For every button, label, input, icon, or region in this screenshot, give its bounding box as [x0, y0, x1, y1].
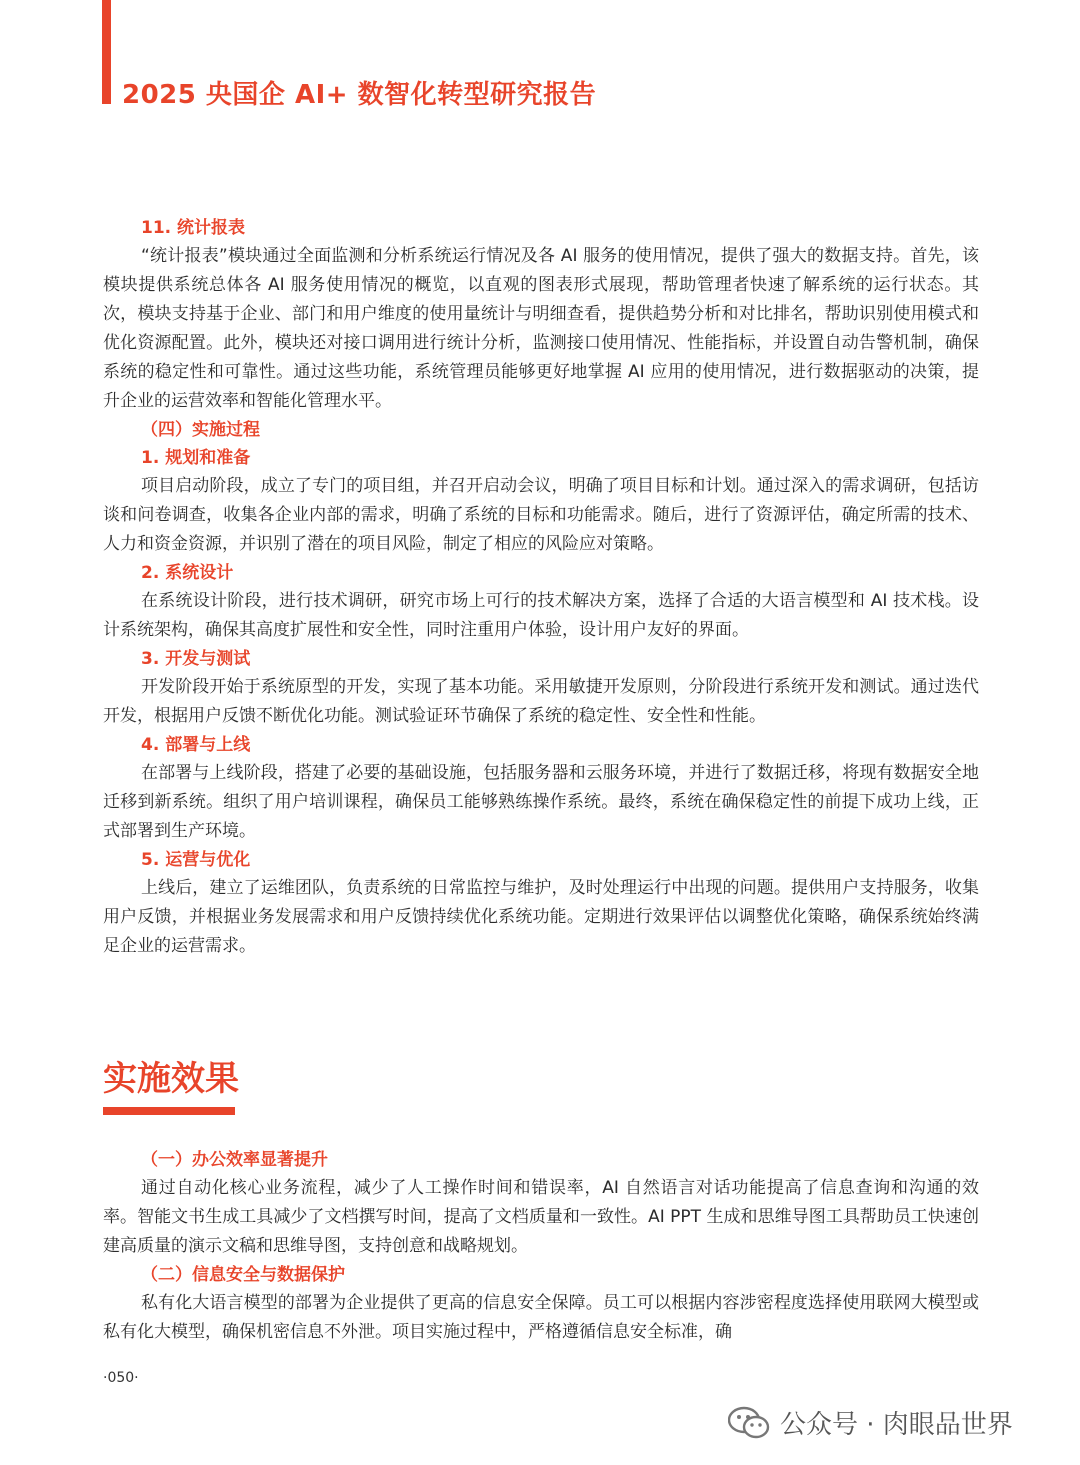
subheading-implementation-process: （四）实施过程: [141, 420, 260, 440]
paragraph-office-efficiency: 通过自动化核心业务流程，减少了人工操作时间和错误率，AI 自然语言对话功能提高了信息查询和沟通的效率。智能文书生成工具减少了文档撰写时间，提高了文档质量和一致性。AI PPT 生成和思维导图工具帮助员工快速创建高质量的演示文稿和思维导图，支持创意和战略规划。: [103, 1178, 979, 1256]
paragraph-operations: 上线后，建立了运维团队，负责系统的日常监控与维护，及时处理运行中出现的问题。提供用户支持服务，收集用户反馈，并根据业务发展需求和用户反馈持续优化系统功能。定期进行效果评估以调整优化策略，确保系统始终满足企业的运营需求。: [103, 878, 979, 956]
document-title: 2025 央国企 AI+ 数智化转型研究报告: [122, 80, 597, 110]
section-title: 实施效果: [103, 1059, 239, 1099]
subheading-deployment: 4. 部署与上线: [141, 735, 251, 755]
paragraph-system-design: 在系统设计阶段，进行技术调研，研究市场上可行的技术解决方案，选择了合适的大语言模型和 AI 技术栈。设计系统架构，确保其高度扩展性和安全性，同时注重用户体验，设计用户友好的界面。: [103, 591, 979, 640]
paragraph-planning: 项目启动阶段，成立了专门的项目组，并召开启动会议，明确了项目目标和计划。通过深入的需求调研，包括访谈和问卷调查，收集各企业内部的需求，明确了系统的目标和功能需求。随后，进行了资源评估，确定所需的技术、人力和资金资源，并识别了潜在的项目风险，制定了相应的风险应对策略。: [103, 476, 979, 554]
paragraph-deployment: 在部署与上线阶段，搭建了必要的基础设施，包括服务器和云服务环境，并进行了数据迁移，将现有数据安全地迁移到新系统。组织了用户培训课程，确保员工能够熟练操作系统。最终，系统在确保稳定性的前提下成功上线，正式部署到生产环境。: [103, 763, 979, 841]
content-block-1: [103, 214, 979, 961]
subheading-operations: 5. 运营与优化: [141, 850, 251, 870]
paragraph-information-security: 私有化大语言模型的部署为企业提供了更高的信息安全保障。员工可以根据内容涉密程度选择使用联网大模型或私有化大模型，确保机密信息不外泄。项目实施过程中，严格遵循信息安全标准，确: [103, 1293, 979, 1342]
section-header-effects: [103, 1057, 979, 1115]
subheading-statistics-report: 11. 统计报表: [141, 218, 246, 238]
content-block-2: [103, 1146, 979, 1347]
subheading-development-testing: 3. 开发与测试: [141, 649, 251, 669]
header-accent-bar: [102, 0, 111, 104]
page-number: ·050·: [103, 1370, 139, 1386]
watermark-text: 公众号 · 肉眼品世界: [780, 1410, 1013, 1440]
wechat-watermark: [728, 1404, 1013, 1441]
subheading-planning: 1. 规划和准备: [141, 448, 251, 468]
paragraph-statistics-report: “统计报表”模块通过全面监测和分析系统运行情况及各 AI 服务的使用情况，提供了强大的数据支持。首先，该模块提供系统总体各 AI 服务使用情况的概览，以直观的图表形式展现，帮助管理者快速了解系统的运行状态。其次，模块支持基于企业、部门和用户维度的使用量统计与明细查看，提供趋势分析和对比排名，帮助识别使用模式和优化资源配置。此外，模块还对接口调用进行统计分析，监测接口使用情况、性能指标，并设置自动告警机制，确保系统的稳定性和可靠性。通过这些功能，系统管理员能够更好地掌握 AI 应用的使用情况，进行数据驱动的决策，提升企业的运营效率和智能化管理水平。: [103, 246, 979, 411]
section-title-underline: [103, 1107, 235, 1115]
paragraph-development-testing: 开发阶段开始于系统原型的开发，实现了基本功能。采用敏捷开发原则，分阶段进行系统开发和测试。通过迭代开发，根据用户反馈不断优化功能。测试验证环节确保了系统的稳定性、安全性和性能。: [103, 677, 979, 726]
subheading-office-efficiency: （一）办公效率显著提升: [141, 1150, 328, 1170]
subheading-information-security: （二）信息安全与数据保护: [141, 1265, 345, 1285]
wechat-icon: [728, 1406, 770, 1440]
subheading-system-design: 2. 系统设计: [141, 563, 234, 583]
